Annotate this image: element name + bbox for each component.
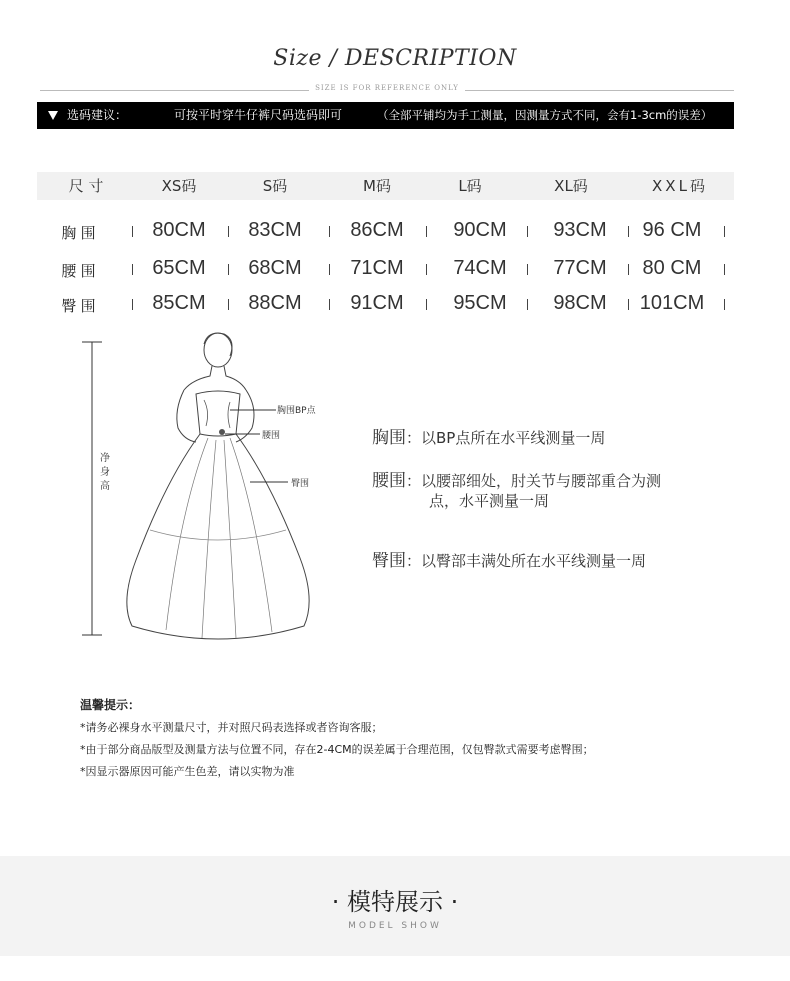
section-title: · 模特展示 ·	[331, 888, 459, 916]
divider	[527, 264, 528, 275]
bust-label: 胸围BP点	[277, 406, 316, 416]
table-cell: 77CM	[553, 257, 607, 279]
dress-sketch-icon	[80, 330, 340, 650]
table-cell: 74CM	[453, 257, 507, 279]
page-title: Size / DESCRIPTION	[273, 46, 517, 71]
measure-text: 以臀部丰满处所在水平线测量一周	[421, 552, 647, 570]
table-cell: 101CM	[639, 292, 705, 314]
measure-hip: 臀围：以臀部丰满处所在水平线测量一周	[372, 551, 647, 571]
table-cell: 80CM	[152, 219, 206, 241]
divider	[527, 299, 528, 310]
height-label: 净身高	[100, 453, 110, 492]
table-cell: 90CM	[453, 219, 507, 241]
column-header: L码	[458, 177, 482, 195]
divider	[527, 226, 528, 237]
divider	[628, 226, 629, 237]
table-cell: 88CM	[248, 292, 302, 314]
measure-text: 以腰部细处，肘关节与腰部重合为测	[421, 472, 662, 490]
table-cell: 71CM	[350, 257, 404, 279]
divider	[724, 226, 725, 237]
column-header: XXL码	[652, 177, 708, 195]
measure-text: 以BP点所在水平线测量一周	[421, 429, 606, 447]
table-cell: 96 CM	[642, 219, 702, 241]
divider	[132, 226, 133, 237]
model-show-section	[0, 856, 790, 956]
tips-title: 温馨提示：	[80, 698, 141, 712]
column-header: XS码	[161, 177, 197, 195]
tip-item: *由于部分商品版型及测量方法与位置不同，存在2-4CM的误差属于合理范围，仅包臀款式需要考虑臀围；	[80, 743, 594, 756]
waist-label: 腰围	[262, 431, 281, 441]
tip-item: *因显示器原因可能产生色差，请以实物为准	[80, 765, 295, 778]
tip-item: *请务必裸身水平测量尺寸，并对照尺码表选择或者咨询客服；	[80, 721, 383, 734]
table-cell: 65CM	[152, 257, 206, 279]
column-header: S码	[262, 177, 288, 195]
table-row	[37, 218, 734, 244]
column-header: XL码	[554, 177, 588, 195]
measure-waist: 腰围：以腰部细处，肘关节与腰部重合为测	[372, 471, 662, 491]
triangle-down-icon	[48, 111, 58, 120]
divider	[724, 299, 725, 310]
table-cell: 80 CM	[642, 257, 702, 279]
measure-term: 胸围	[372, 428, 406, 448]
table-row	[37, 256, 734, 282]
table-row	[37, 291, 734, 317]
divider	[628, 264, 629, 275]
subtitle-line	[40, 84, 734, 98]
hip-label: 臀围	[291, 479, 310, 489]
divider	[426, 226, 427, 237]
table-cell: 85CM	[152, 292, 206, 314]
table-cell: 68CM	[248, 257, 302, 279]
size-table-header	[37, 172, 734, 200]
divider	[329, 299, 330, 310]
divider	[329, 264, 330, 275]
subtitle: SIZE IS FOR REFERENCE ONLY	[309, 84, 465, 92]
banner-advice: 可按平时穿牛仔裤尺码选码即可	[174, 108, 343, 122]
dress-figure	[80, 330, 340, 650]
divider	[132, 264, 133, 275]
divider	[132, 299, 133, 310]
measure-term: 腰围	[372, 471, 406, 491]
column-header: 尺 寸	[68, 177, 104, 195]
banner-label: 选码建议：	[67, 108, 128, 122]
measure-bust: 胸围：以BP点所在水平线测量一周	[372, 428, 606, 448]
row-label: 腰 围	[61, 263, 96, 280]
divider	[724, 264, 725, 275]
divider	[329, 226, 330, 237]
table-cell: 86CM	[350, 219, 404, 241]
divider	[228, 299, 229, 310]
row-label: 胸 围	[61, 225, 96, 242]
measure-term: 臀围	[372, 551, 406, 571]
table-cell: 95CM	[453, 292, 507, 314]
table-cell: 93CM	[553, 219, 607, 241]
table-cell: 98CM	[553, 292, 607, 314]
divider	[628, 299, 629, 310]
advice-banner	[37, 102, 734, 129]
divider	[228, 226, 229, 237]
divider	[426, 264, 427, 275]
section-subtitle: MODEL SHOW	[348, 921, 442, 931]
measure-text-continued: 点，水平测量一周	[429, 492, 550, 510]
banner-note: （全部平铺均为手工测量，因测量方式不同，会有1-3cm的误差）	[377, 108, 713, 122]
column-header: M码	[363, 177, 391, 195]
divider	[426, 299, 427, 310]
divider	[228, 264, 229, 275]
table-cell: 83CM	[248, 219, 302, 241]
table-cell: 91CM	[350, 292, 404, 314]
row-label: 臀 围	[61, 298, 96, 315]
